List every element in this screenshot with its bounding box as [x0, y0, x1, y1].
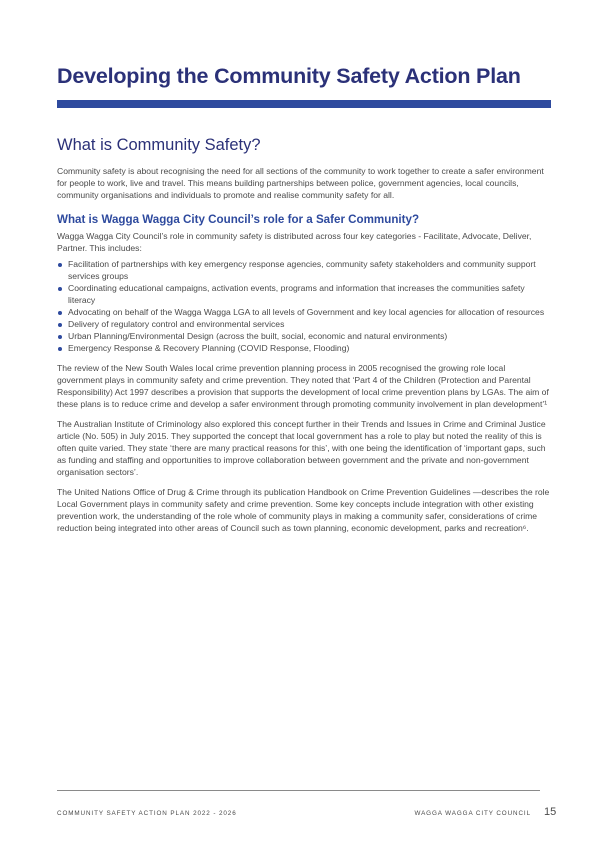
body-paragraph-aic: The Australian Institute of Criminology also explored this concept further in their Trends and Issues in Crime and Criminal Justice article (No. 505) in July 2015. They supported the concept that local government has a role to play but noted the reality of this is often quite varied. They state ‘there are many practical reasons for this’, with one being the identification of ‘important gaps, such as funding and staffing and opportunities to improve collaboration between government and the private and non-government organisation sectors’. — [57, 419, 546, 477]
footer-organisation: WAGGA WAGGA CITY COUNCIL — [414, 810, 531, 817]
page-title: Developing the Community Safety Action Plan — [57, 64, 521, 88]
list-item-text: Coordinating educational campaigns, activation events, programs and information that increases the communities safety literacy — [68, 283, 525, 305]
bullet-icon — [58, 263, 62, 267]
bullet-icon — [58, 323, 62, 327]
list-item — [57, 330, 551, 342]
intro-paragraph: Community safety is about recognising the need for all sections of the community to work together to create a safer environment for people to work, live and travel. This means building partnerships between police, government agencies, local councils, community organisations and individuals to promote and realise community safety for all. — [57, 166, 544, 200]
title-divider — [57, 100, 551, 108]
main-content — [57, 136, 551, 542]
body-paragraph-nsw-review: The review of the New South Wales local crime prevention planning process in 2005 recognised the growing role local government plays in community safety and crime prevention. They noted that ‘Part 4 of the Children (Protection and Parental Responsibility) Act 1997 describes a provision that supports the development of local crime prevention plans by LGAs. The aim of these plans is to reduce crime and develop a safer environment through promoting community involvement in plan development’¹ — [57, 363, 549, 409]
role-subheading: What is Wagga Wagga City Council’s role for a Safer Community? — [57, 213, 420, 226]
footer-document-title: COMMUNITY SAFETY ACTION PLAN 2022 - 2026 — [57, 810, 237, 817]
list-item — [57, 258, 551, 282]
list-item — [57, 318, 551, 330]
list-item — [57, 282, 551, 306]
list-item-text: Urban Planning/Environmental Design (across the built, social, economic and natural environments) — [68, 331, 448, 341]
list-item — [57, 306, 551, 318]
page-number: 15 — [544, 806, 557, 818]
list-item-text: Emergency Response & Recovery Planning (COVID Response, Flooding) — [68, 343, 350, 353]
section-heading: What is Community Safety? — [57, 136, 261, 154]
bullet-icon — [58, 311, 62, 315]
list-item-text: Advocating on behalf of the Wagga Wagga LGA to all levels of Government and key local agencies for allocation of resources — [68, 307, 545, 317]
bullet-icon — [58, 347, 62, 351]
bullet-icon — [58, 287, 62, 291]
footer-divider — [57, 790, 540, 791]
list-item-text: Delivery of regulatory control and environmental services — [68, 319, 285, 329]
role-bullet-list — [57, 258, 551, 354]
bullet-icon — [58, 335, 62, 339]
role-intro-paragraph: Wagga Wagga City Council’s role in community safety is distributed across four key categories - Facilitate, Advocate, Deliver, Partner. This includes: — [57, 231, 532, 253]
body-paragraph-unodc: The United Nations Office of Drug & Crime through its publication Handbook on Crime Prevention Guidelines —describes the role Local Government plays in community safety and crime prevention. Some key concepts include integration with other existing prevention work, the understanding of the role whole of community plays in making a community safer, considerations of crime reduction being integrated into other areas of Council such as town planning, economic development, parks and recreation⁶. — [57, 487, 550, 533]
list-item — [57, 342, 551, 354]
list-item-text: Facilitation of partnerships with key emergency response agencies, community safety stakeholders and community support services groups — [68, 259, 536, 281]
